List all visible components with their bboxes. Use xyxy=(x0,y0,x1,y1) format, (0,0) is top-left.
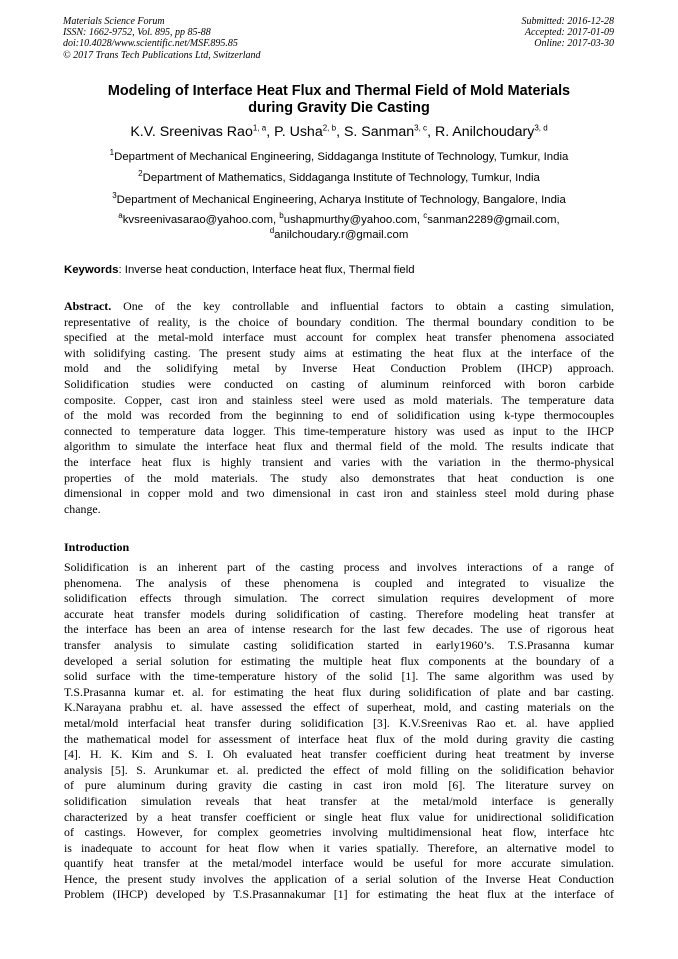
author-separator: , xyxy=(336,124,344,140)
abstract-line: the interface heat flux is highly transient and varies with the variation in the thermo-physical xyxy=(64,454,614,469)
author-affiliation-marker: 3, d xyxy=(534,123,548,133)
affiliation-1 xyxy=(30,150,648,164)
journal-name: Materials Science Forum xyxy=(63,16,165,27)
abstract-line: connected to temperature data logger. This time-temperature history was used as input to the IHCP xyxy=(64,423,614,438)
intro-line: transfer analysis to simulate casting solidification started in early1960’s. T.S.Prasanna kumar xyxy=(64,637,614,652)
abstract-line: specified at the metal-mold interface must account for complex heat transfer phenomena associated xyxy=(64,330,614,345)
section-heading-introduction: Introduction xyxy=(64,540,130,554)
affiliation-marker: 2 xyxy=(138,169,143,179)
paper-title-line-1: Modeling of Interface Heat Flux and Thermal Field of Mold Materials xyxy=(107,83,571,99)
abstract-line xyxy=(64,299,614,315)
email-line-1 xyxy=(30,213,648,228)
intro-line: the interface has been an area of intense research for the last few decades. The use of rigorous heat xyxy=(64,622,614,637)
abstract-line: representative of reality, is the choice of boundary condition. The thermal boundary condition to be xyxy=(64,314,614,329)
abstract-line: composite. Copper, cast iron and stainless steel were used as mold materials. The temperature data xyxy=(64,392,614,407)
email-marker: a xyxy=(118,211,123,221)
intro-line: quantify heat transfer at the metal/model interface would be useful for more accurate simulation. xyxy=(64,856,614,871)
intro-line: developed a serial solution for estimating the multiple heat flux components at the boundary of a xyxy=(64,653,614,668)
abstract-line: of the mold was recorded from the beginning to end of solidification using k-type thermocouples xyxy=(64,408,614,423)
author-name: P. Usha xyxy=(274,124,323,140)
email-marker: b xyxy=(279,211,284,221)
author-affiliation-marker: 1, a xyxy=(252,123,267,133)
intro-line: metal/mold interfacial heat transfer during solidification [3]. K.V.Sreenivas Rao et. al. have applied xyxy=(64,715,614,730)
keywords xyxy=(64,263,415,277)
intro-line: solid surface with the time-temperature history of the solid [1]. The same algorithm was used by xyxy=(64,669,614,684)
abstract-line: Solidification studies were conducted on casting of aluminum reinforced with boron carbide xyxy=(64,376,614,391)
intro-line: of castings. However, for complex geometries involving multidimensional heat flow, interface htc xyxy=(64,825,614,840)
abstract-line: mold and the solidifying metal by Inverse Heat Conduction Problem (IHCP) approach. xyxy=(64,361,614,376)
keywords-label: Keywords xyxy=(64,264,119,276)
intro-line: analysis [5]. S. Arunkumar et. al. predicted the effect of mold filling on the solidification behavior xyxy=(64,762,614,777)
keywords-text: : Inverse heat conduction, Interface heat flux, Thermal field xyxy=(118,264,415,276)
intro-line: solidification effects through simulation. The correct simulation requires development of more xyxy=(64,591,614,606)
affiliation-marker: 1 xyxy=(109,148,115,158)
author-name: R. Anilchoudary xyxy=(434,124,535,140)
intro-line: T.S.Prasanna kumar et. al. for estimating the heat flux during solidification of plate and bar casting. xyxy=(64,684,614,699)
email-link[interactable]: anilchoudary.r@gmail.com xyxy=(274,228,409,241)
intro-line: accurate heat transfer models during solidification of casting. Therefore modeling heat transfer at xyxy=(64,606,614,621)
abstract xyxy=(64,299,614,517)
journal-doi: doi:10.4028/www.scientific.net/MSF.895.85 xyxy=(63,38,238,50)
email-link[interactable]: sanman2289@gmail.com, xyxy=(427,214,560,226)
journal-copyright: © 2017 Trans Tech Publications Ltd, Switzerland xyxy=(63,49,261,61)
journal-header-left xyxy=(63,16,261,61)
affiliation-text: Department of Mathematics, Siddaganga Institute of Technology, Tumkur, India xyxy=(142,172,540,184)
affiliation-text: Department of Mechanical Engineering, Siddaganga Institute of Technology, Tumkur, India xyxy=(114,151,569,163)
online-date: Online: 2017-03-30 xyxy=(534,38,614,50)
affiliation-2 xyxy=(30,171,648,185)
intro-line: of pure aluminum during gravity die casting in cast iron mold [6]. The literature survey on xyxy=(64,778,614,793)
author-affiliation-marker: 2, b xyxy=(322,123,337,133)
abstract-label: Abstract. xyxy=(64,299,112,313)
journal-issn: ISSN: 1662-9752, Vol. 895, pp 85-88 xyxy=(63,27,211,39)
accepted-date: Accepted: 2017-01-09 xyxy=(524,27,614,39)
introduction-body xyxy=(64,560,614,903)
author-affiliation-marker: 3, c xyxy=(414,123,428,133)
submitted-date: Submitted: 2016-12-28 xyxy=(521,16,614,27)
author-emails xyxy=(30,213,648,242)
abstract-line: with solidifying casting. The present study aims at estimating the heat flux at the interface of the xyxy=(64,345,614,360)
author-name: K.V. Sreenivas Rao xyxy=(130,124,253,140)
intro-line: K.Narayana prabhu et. al. have assessed the effect of superheat, mold, and casting materials on the xyxy=(64,700,614,715)
author-list xyxy=(30,123,648,141)
intro-line: the mathematical model for assessment of interface heat flux of the mold during gravity die casting xyxy=(64,731,614,746)
email-link[interactable]: kvsreenivasarao@yahoo.com, xyxy=(122,214,280,226)
intro-line: phenomena. The analysis of these phenomena is coupled and integrated to visualize the xyxy=(64,575,614,590)
intro-line: Hence, the present study involves the application of a serial solution of the Inverse Heat Conduction xyxy=(64,871,614,886)
paper-title-line-2: during Gravity Die Casting xyxy=(248,100,430,116)
intro-line: solidification simulation reveals that heat transfer at the metal/mold interface is generally xyxy=(64,793,614,808)
affiliation-3 xyxy=(30,193,648,207)
abstract-line: change. xyxy=(64,501,101,516)
abstract-line-text: One of the key controllable and influential factors to obtain a casting simulation, xyxy=(111,299,614,313)
abstract-line: algorithm to simulate the interface heat flux and thermal field of the mold. The results indicate that xyxy=(64,439,614,454)
email-link[interactable]: ushapmurthy@yahoo.com, xyxy=(283,214,424,226)
email-line-2 xyxy=(30,225,648,243)
abstract-line: properties of the mold materials. The study also demonstrates that heat conduction is one xyxy=(64,470,614,485)
intro-line: Problem (IHCP) developed by T.S.Prasannakumar [1] for estimating the heat flux at the interface of xyxy=(64,887,614,902)
intro-line: Solidification is an inherent part of the casting process and involves interactions of a range of xyxy=(64,560,614,574)
email-marker: d xyxy=(269,225,275,235)
affiliation-text: Department of Mechanical Engineering, Acharya Institute of Technology, Bangalore, India xyxy=(116,194,566,206)
abstract-line: dimensional in copper mold and two dimensional in cast iron and stainless steel mold during phase xyxy=(64,486,614,501)
intro-line: characterized by a heat transfer coefficient or single heat flux value for unidirectional solidification xyxy=(64,809,614,824)
journal-header-right xyxy=(522,16,615,50)
author-name: S. Sanman xyxy=(343,124,415,140)
intro-line: [4]. H. K. Kim and S. I. Oh evaluated heat transfer coefficient during heat treatment by inverse xyxy=(64,747,614,762)
affiliation-marker: 3 xyxy=(112,191,117,201)
author-separator: , xyxy=(266,124,275,140)
author-separator: , xyxy=(427,124,435,140)
email-marker: c xyxy=(423,211,428,221)
paper-title xyxy=(40,83,638,117)
intro-line: is inadequate to account for heat flow when it varies spatially. Therefore, an alternative model to xyxy=(64,840,614,855)
